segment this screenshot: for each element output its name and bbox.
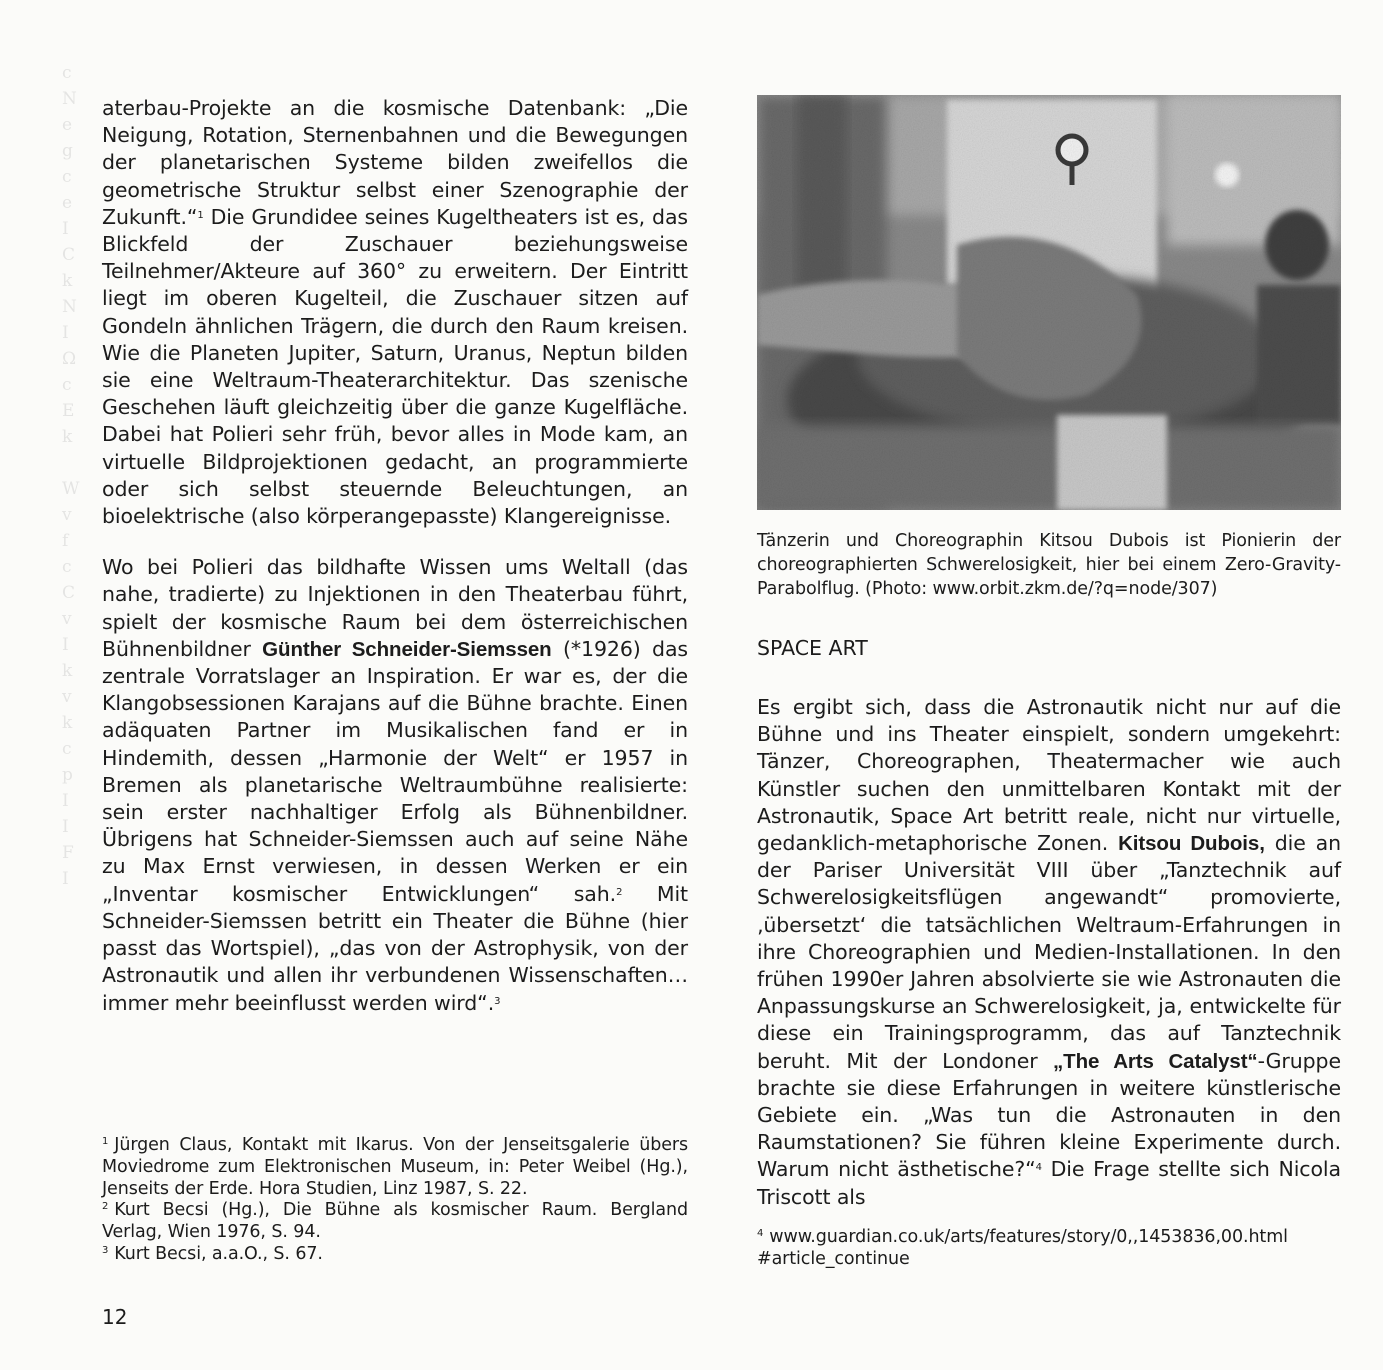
left-column xyxy=(102,95,688,1017)
paragraph-polieri: aterbau-Projekte an die kosmische Datenbank: „Die Neigung, Rotation, Sternenbahnen und die Bewegungen der planetarischen Systeme bilden zweifellos die geometrische Struktur selbst einer Szenographie der Zukunft.“$^1$ Die Grundidee seines Kugeltheaters ist es, das Blickfeld der Zuschauer beziehungsweise Teilnehmer/Akteure auf 360° zu erweitern. Der Eintritt liegt im oberen Kugelteil, die Zuschauer sitzen auf Gondeln ähnlichen Trägern, die durch den Raum kreisen. Wie die Planeten Jupiter, Saturn, Uranus, Neptun bilden sie eine Weltraum-Theaterarchitektur. Das szenische Geschehen läuft gleichzeitig über die ganze Kugelfläche. Dabei hat Polieri sehr früh, bevor alles in Mode kam, an virtuelle Bildprojektionen gedacht, an programmierte oder sich selbst steuernde Beleuchtungen, an bioelektrische (also körperangepasste) Klangereignisse. xyxy=(102,96,688,529)
page-number: 12 xyxy=(102,1305,128,1329)
paragraph-schneider-siemssen: Wo bei Polieri das bildhafte Wissen ums Weltall (das nahe, tradierte) zu Injektionen in den Theaterbau führt, spielt der kosmische Raum bei dem österreichischen Bühnenbildner Günther Schneider-Siemssen (*1926) das zentrale Vorratslager an Inspiration. Er war es, der die Klangobsessionen Karajans auf die Bühne brachte. Einen adäquaten Partner im Musikalischen fand er in Hindemith, dessen „Harmonie der Welt“ er 1957 in Bremen als planetarische Weltraumbühne realisierte: sein erster nachhaltiger Erfolg als Bühnenbildner. Übrigens hat Schneider-Siemssen auch auf seine Nähe zu Max Ernst verwiesen, in dessen Werken er ein „Inventar kosmischer Entwicklungen“ sah.$^2$ Mit Schneider-Siemssen betritt ein Theater die Bühne (hier passt das Wortspiel), „das von der Astrophysik, von der Astronautik und allen ihr verbundenen Wissenschaften… immer mehr beeinflusst werden wird“.$^3$ xyxy=(102,555,689,1015)
name-arts-catalyst: „The Arts Catalyst“ xyxy=(1053,1049,1258,1073)
margin-bleed-through: c N e g c e I C k N I Ω c E k W v f c C v I k v k c p I I F I xyxy=(62,63,80,889)
footnotes-right xyxy=(757,1227,1341,1271)
right-column xyxy=(757,95,1341,1211)
photo-caption: Tänzerin und Choreographin Kitsou Dubois ist Pionierin der choreographierten Schwerelosigkeit, hier bei einem Zero-Gravity-Parabolflug. (Photo: www.orbit.zkm.de/?q=node/307) xyxy=(757,531,1341,599)
footnote-4: $^4$ www.guardian.co.uk/arts/features/story/0,,1453836,00.html #article_continue xyxy=(757,1227,1288,1269)
footnote-1: $^1$ Jürgen Claus, Kontakt mit Ikarus. Von der Jenseitsgalerie übers Moviedrome zum Elektronischen Museum, in: Peter Weibel (Hg.), Jenseits der Erde. Hora Studien, Linz 1987, S. 22. xyxy=(102,1135,688,1199)
zero-gravity-dancer-photo xyxy=(757,95,1341,510)
footnote-3: $^3$ Kurt Becsi, a.a.O., S. 67. xyxy=(102,1243,323,1264)
footnote-2: $^2$ Kurt Becsi (Hg.), Die Bühne als kosmischer Raum. Bergland Verlag, Wien 1976, S. 94. xyxy=(102,1200,688,1243)
name-schneider-siemssen: Günther Schneider-Siemssen xyxy=(262,637,552,661)
paragraph-space-art: Es ergibt sich, dass die Astronautik nicht nur auf die Bühne und ins Theater einspielt, sondern umgekehrt: Tänzer, Choreographen, Theatermacher wie auch Künstler suchen den unmittelbaren Kontakt mit der Astronautik, Space Art betritt reale, nicht nur virtuelle, gedanklich-metaphorische Zonen. Kitsou Dubois, die an der Pariser Universität VIII über „Tanztechnik auf Schwerelosigkeitsflügen angewandt“ promovierte, ‚übersetzt‘ die tatsächlichen Weltraum-Erfahrungen in ihre Choreographien und Medien-Installationen. In den frühen 1990er Jahren absolvierte sie wie Astronauten die Anpassungskurse an Schwerelosigkeit, ja, entwickelte für diese ein Trainingsprogramm, das auf Tanztechnik beruht. Mit der Londoner „The Arts Catalyst“-Gruppe brachte sie diese Erfahrungen in weitere künstlerische Gebiete ein. „Was tun die Astronauten in den Raumstationen? Sie führen kleine Experimente durch. Warum nicht ästhetische?“$^4$ Die Frage stellte sich Nicola Triscott als xyxy=(757,695,1341,1209)
footnotes-left xyxy=(102,1135,688,1266)
name-kitsou-dubois: Kitsou Dubois, xyxy=(1118,832,1265,856)
section-title: SPACE ART xyxy=(757,636,868,660)
